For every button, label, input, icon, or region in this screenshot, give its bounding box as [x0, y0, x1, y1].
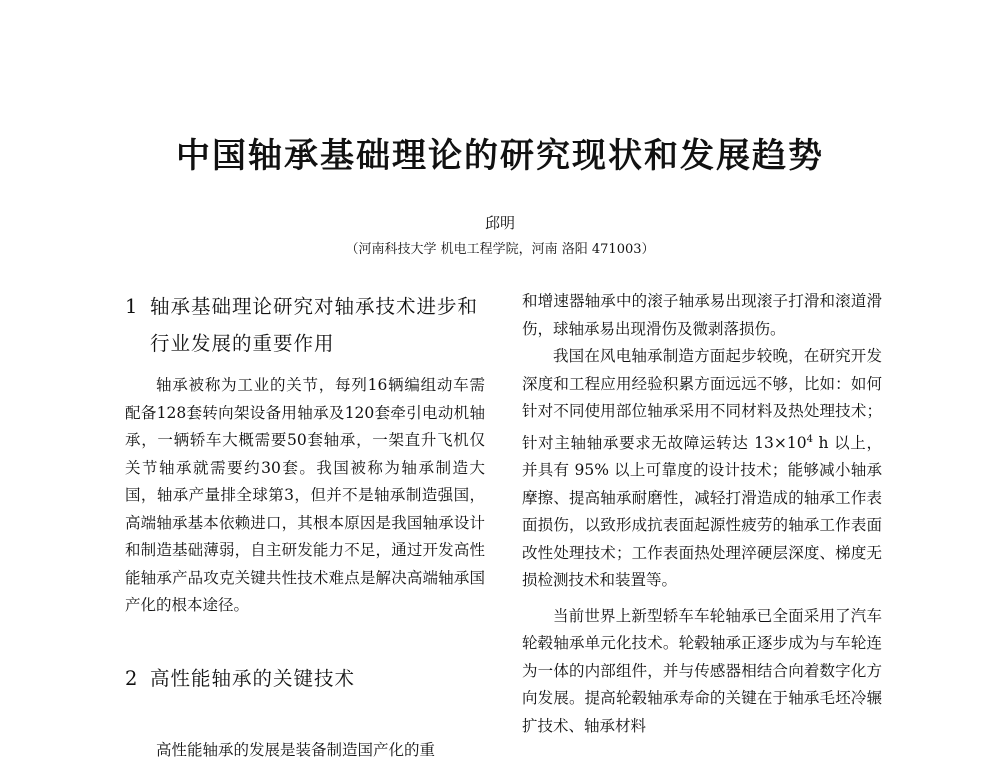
- section-1-number: 1: [125, 288, 150, 362]
- exponent: 4: [807, 434, 813, 445]
- section-1-title: 轴承基础理论研究对轴承技术进步和行业发展的重要作用: [150, 288, 485, 362]
- right-column: [522, 288, 882, 740]
- continued-paragraph: 和增速器轴承中的滚子轴承易出现滚子打滑和滚道滑伤，球轴承易出现滑伤及微剥落损伤。: [522, 288, 882, 343]
- section-1-paragraph: 轴承被称为工业的关节，每列16辆编组动车需配备128套转向架设备用轴承及120套牵引电动机轴承，一辆轿车大概需要50套轴承，一架直升飞机仅关节轴承就需要约30套。我国被称为轴承制造大国，轴承产量排全球第3，但并不是轴承制造强国，高端轴承基本依赖进口，其根本原因是我国轴承设计和制造基础薄弱，自主研发能力不足，通过开发高性能轴承产品攻克关键共性技术难点是解决高端轴承国产化的根本途径。: [125, 372, 485, 620]
- section-2-number: 2: [125, 660, 150, 697]
- section-1-heading: [125, 288, 485, 362]
- section-2-heading: [125, 660, 485, 697]
- section-2-paragraph: 高性能轴承的发展是装备制造国产化的重: [125, 737, 485, 764]
- wind-bearing-paragraph: [522, 343, 882, 595]
- author-name: 邱明: [0, 213, 1000, 233]
- section-2-title: 高性能轴承的关键技术: [150, 660, 355, 697]
- author-affiliation: （河南科技大学 机电工程学院，河南 洛阳 471003）: [0, 241, 1000, 259]
- wind-text-after-exponent: h 以上，并具有 95% 以上可靠度的设计技术；能够减小轴承摩擦、提高轴承耐磨性，减轻打滑造成的轴承工作表面损伤，以致形成抗表面起源性疲劳的轴承工作表面改性处理技术；工作表面热处理淬硬层深度、梯度无损检测技术和装置等。: [522, 434, 882, 590]
- wind-text-before-exponent: 我国在风电轴承制造方面起步较晚，在研究开发深度和工程应用经验积累方面远远不够，比如：如何针对不同使用部位轴承采用不同材料及热处理技术；针对主轴轴承要求无故障运转达 13×10: [522, 347, 882, 452]
- left-column: [125, 288, 485, 764]
- hub-bearing-paragraph: 当前世界上新型轿车车轮轴承已全面采用了汽车轮毂轴承单元化技术。轮毂轴承正逐步成为与车轮连为一体的内部组件，并与传感器相结合向着数字化方向发展。提高轮毂轴承寿命的关键在于轴承毛坯冷辗扩技术、轴承材料: [522, 603, 882, 741]
- paper-title: 中国轴承基础理论的研究现状和发展趋势: [0, 134, 1000, 178]
